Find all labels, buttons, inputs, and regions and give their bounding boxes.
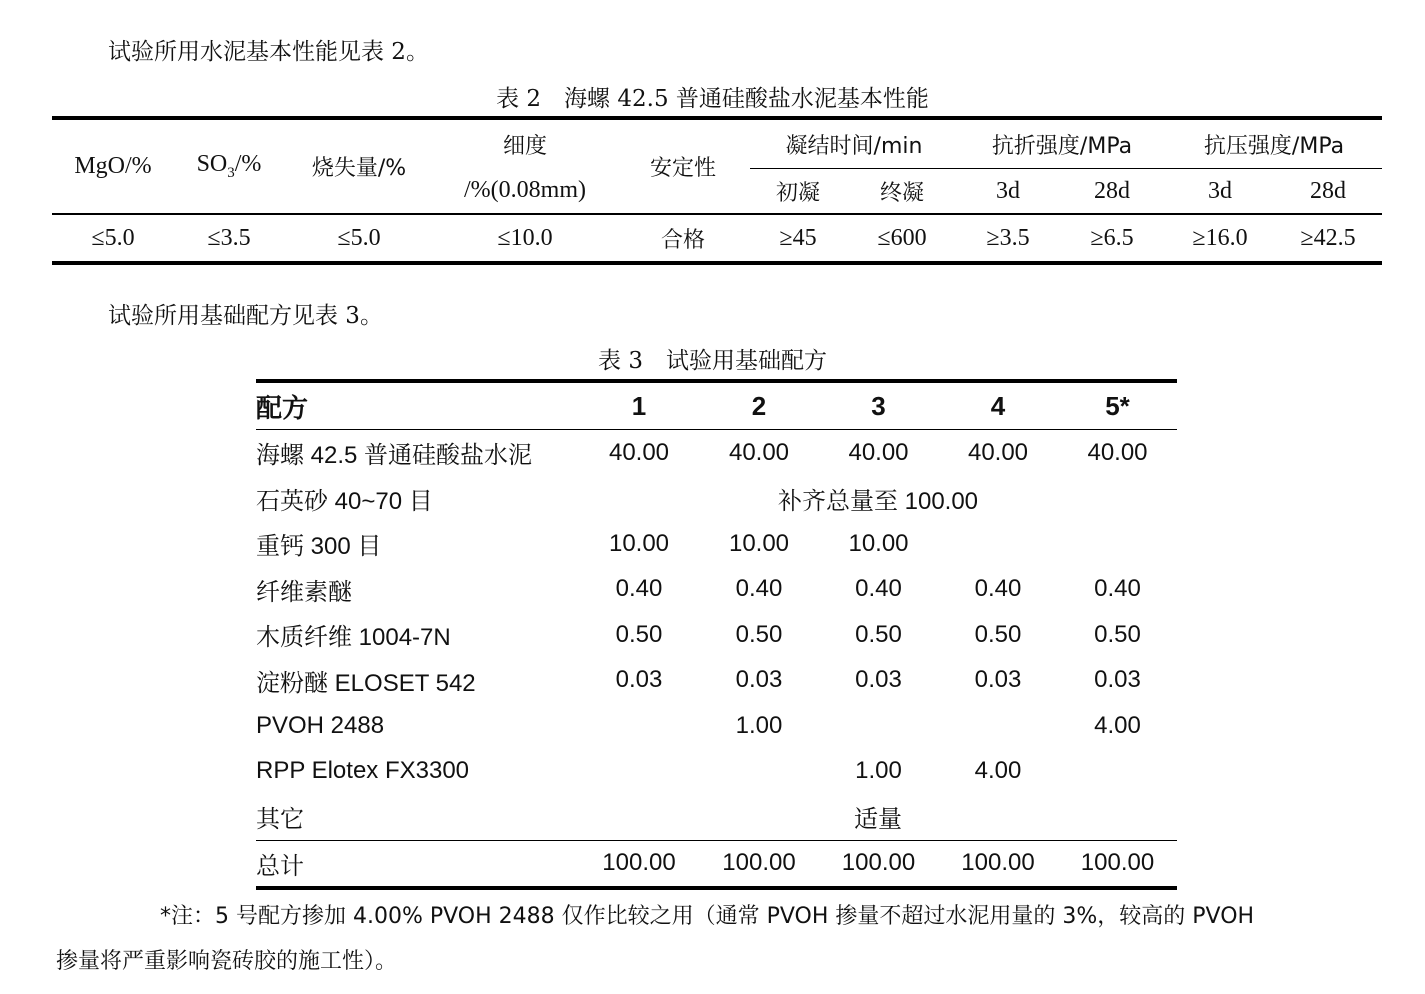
- table-cell: 100.00: [579, 840, 699, 888]
- table-cell: 0.50: [974, 620, 1022, 648]
- header-compressive-28d: 28d: [1274, 169, 1382, 215]
- table-cell: [1058, 749, 1177, 795]
- row-label: 重钙 300 目: [256, 533, 382, 561]
- table-cell: [819, 703, 938, 749]
- table-cell: 0.03: [855, 666, 902, 694]
- table-cell: 100.00: [1058, 840, 1177, 888]
- table-cell: [938, 521, 1058, 567]
- header-compressive-strength: 抗压强度/MPa: [1166, 118, 1382, 169]
- table3-caption: 表 3 试验用基础配方: [598, 348, 827, 374]
- table-cell: 0.03: [615, 666, 663, 694]
- header-fineness-unit: /%(0.08mm): [434, 169, 616, 215]
- table-row: [256, 430, 1177, 476]
- table-cell: 100.00: [819, 840, 938, 888]
- row-label: 纤维素醚: [256, 578, 352, 606]
- table-row: [256, 658, 1177, 704]
- table-cell: 1.00: [735, 711, 783, 739]
- table-cell: [699, 749, 819, 795]
- header-flexural-strength: 抗折强度/MPa: [958, 118, 1166, 169]
- table-cell: ≤5.0: [284, 214, 434, 263]
- table-cell: ≥16.0: [1166, 214, 1274, 263]
- row-label: 石英砂 40~70 目: [256, 487, 433, 515]
- table-cell: 0.50: [735, 620, 783, 648]
- footnote-line-1: *注：5 号配方掺加 4.00% PVOH 2488 仅作比较之用（通常 PVOH 掺量不超过水泥用量的 3%，较高的 PVOH: [160, 904, 1255, 929]
- header-soundness: 安定性: [616, 118, 750, 214]
- table-cell: 40.00: [608, 438, 670, 466]
- table-cell: [938, 703, 1058, 749]
- table-row: [256, 612, 1177, 658]
- row-label: 木质纤维 1004-7N: [256, 624, 451, 652]
- table-cell: 0.50: [615, 620, 663, 648]
- table-cell: ≤10.0: [434, 214, 616, 263]
- header-formulation-3: 3: [819, 381, 938, 430]
- table-row-total: [256, 840, 1177, 888]
- table-cell: ≥45: [750, 214, 846, 263]
- table-cell: 1.00: [855, 757, 902, 785]
- table-cell: ≤600: [846, 214, 958, 263]
- header-formulation: 配方: [256, 381, 579, 430]
- header-fineness: 细度: [434, 118, 616, 169]
- table-cell: ≤5.0: [52, 214, 174, 263]
- table-cell-span: 适量: [854, 806, 902, 834]
- base-formulation-table: [256, 379, 1177, 890]
- table-cell: 0.40: [974, 575, 1022, 603]
- header-so3: $SO_3/\%$: [174, 118, 284, 214]
- row-label: PVOH 2488: [256, 711, 385, 739]
- table-row: [256, 703, 1177, 749]
- table-cell: 0.03: [974, 666, 1022, 694]
- table-cell: [579, 749, 699, 795]
- table-cell: 0.03: [1094, 666, 1141, 694]
- table-row: [52, 214, 1382, 263]
- row-label: 海螺 42.5 普通硅酸盐水泥: [256, 442, 533, 470]
- table-cell: 40.00: [1087, 438, 1148, 466]
- table-cell: ≥6.5: [1058, 214, 1166, 263]
- table-cell: 0.03: [735, 666, 783, 694]
- table2-caption: 表 2 海螺 42.5 普通硅酸盐水泥基本性能: [496, 86, 929, 112]
- row-label: RPP Elotex FX3300: [256, 757, 470, 785]
- header-compressive-3d: 3d: [1166, 169, 1274, 215]
- table-cell: [1058, 521, 1177, 567]
- table-cell: 40.00: [728, 438, 790, 466]
- table-row: [256, 749, 1177, 795]
- table-cell: 4.00: [974, 757, 1022, 785]
- header-formulation-5: 5*: [1058, 381, 1177, 430]
- table-cell: 0.40: [735, 575, 783, 603]
- header-formulation-2: 2: [699, 381, 819, 430]
- row-label: 其它: [256, 806, 304, 834]
- table-cell: 0.40: [1094, 575, 1141, 603]
- table-cell: 100.00: [938, 840, 1058, 888]
- header-formulation-4: 4: [938, 381, 1058, 430]
- intro-table2-text: 试验所用水泥基本性能见表 2。: [108, 39, 429, 65]
- row-label: 总计: [256, 840, 579, 888]
- table-cell: ≤3.5: [174, 214, 284, 263]
- header-setting-initial: 初凝: [750, 169, 846, 215]
- table-cell: ≥3.5: [958, 214, 1058, 263]
- table-row: [256, 521, 1177, 567]
- header-flexural-28d: 28d: [1058, 169, 1166, 215]
- header-setting-final: 终凝: [846, 169, 958, 215]
- header-formulation-1: 1: [579, 381, 699, 430]
- table-cell: 40.00: [967, 438, 1029, 466]
- header-loss-on-ignition: 烧失量/%: [284, 118, 434, 214]
- table-row: [256, 794, 1177, 840]
- table-cell: 0.50: [1094, 620, 1141, 648]
- table-cell-span: 补齐总量至 100.00: [777, 487, 979, 515]
- header-flexural-3d: 3d: [958, 169, 1058, 215]
- header-setting-time: 凝结时间/min: [750, 118, 958, 169]
- cement-properties-table: [52, 116, 1382, 265]
- table-cell: 40.00: [848, 438, 909, 466]
- table-cell: 100.00: [699, 840, 819, 888]
- table-cell: 合格: [616, 214, 750, 263]
- intro-table3-text: 试验所用基础配方见表 3。: [108, 303, 383, 329]
- table-cell: ≥42.5: [1274, 214, 1382, 263]
- table-cell: 0.40: [855, 575, 902, 603]
- table-cell: 4.00: [1094, 711, 1141, 739]
- row-label: 淀粉醚 ELOSET 542: [256, 669, 476, 697]
- header-mgo: MgO/%: [52, 118, 174, 214]
- footnote-line-2: 掺量将严重影响瓷砖胶的施工性）。: [56, 949, 398, 974]
- table-cell: 10.00: [848, 529, 909, 557]
- table-row: [256, 567, 1177, 613]
- table-cell: [579, 703, 699, 749]
- table-row: [256, 476, 1177, 522]
- table-cell: 0.50: [855, 620, 902, 648]
- table-cell: 0.40: [615, 575, 663, 603]
- table-cell: 10.00: [728, 529, 790, 557]
- table-cell: 10.00: [608, 529, 670, 557]
